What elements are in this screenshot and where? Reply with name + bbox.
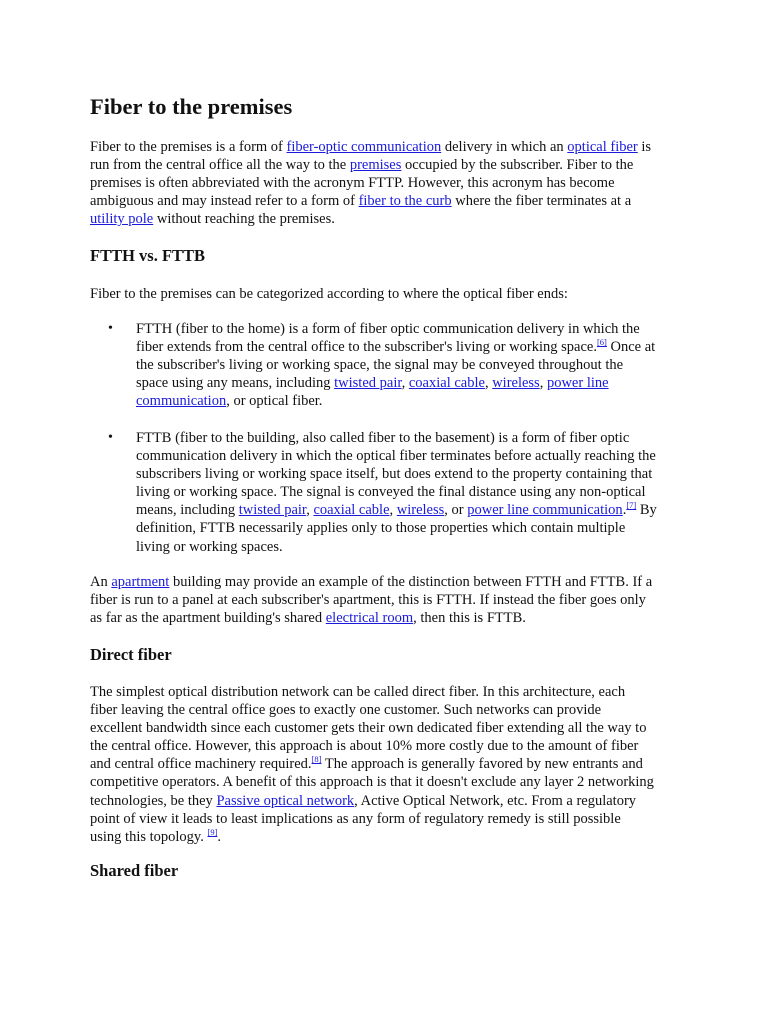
citation-7[interactable]: [7] bbox=[626, 500, 637, 511]
text-line: living or working space. The signal is conveyed the final distance using any non-optical bbox=[136, 484, 646, 501]
text-line: fiber is run to a panel at each subscriber's apartment, this is FTTH. If instead the fiber goes only bbox=[90, 592, 646, 609]
citation-8[interactable]: [8] bbox=[311, 754, 322, 765]
link-fiber-optic-communication[interactable]: fiber-optic communication bbox=[286, 139, 442, 155]
text-line: FTTB (fiber to the building, also called fiber to the basement) is a form of fiber optic bbox=[136, 430, 630, 446]
text-line: fiber extends from the central office to the subscriber's living or working space.[6] Once at bbox=[136, 337, 656, 356]
link-apartment[interactable]: apartment bbox=[111, 574, 170, 590]
link-twisted-pair[interactable]: twisted pair bbox=[238, 502, 307, 519]
link-premises[interactable]: premises bbox=[349, 157, 402, 174]
text-line: subscribers living or working space itself, but does extend to the property containing that bbox=[136, 466, 653, 483]
citation-9[interactable]: [9] bbox=[207, 826, 218, 837]
link-coaxial-cable[interactable]: coaxial cable bbox=[408, 375, 485, 392]
bullet-icon: • bbox=[108, 430, 113, 445]
text-line: the central office. However, this approach is about 10% more costly due to the amount of fiber bbox=[90, 738, 639, 755]
text-line: utility pole without reaching the premises. bbox=[90, 211, 335, 228]
link-optical-fiber[interactable]: optical fiber bbox=[567, 139, 638, 155]
text-line: An apartment building may provide an example of the distinction between FTTH and FTTB. If a bbox=[90, 574, 653, 590]
text-line: The simplest optical distribution network can be called direct fiber. In this architecture, each bbox=[90, 684, 626, 700]
text-line: space using any means, including twisted pair, coaxial cable, wireless, power line bbox=[136, 375, 609, 392]
citation-6[interactable]: [6] bbox=[596, 337, 607, 348]
link-wireless[interactable]: wireless bbox=[492, 375, 540, 392]
page-title: Fiber to the premises bbox=[90, 94, 293, 119]
section-heading-shared-fiber: Shared fiber bbox=[90, 861, 179, 880]
intro-paragraph bbox=[90, 138, 680, 228]
link-passive-optical-network[interactable]: Passive optical network bbox=[216, 792, 355, 809]
text-line: Fiber to the premises can be categorized according to where the optical fiber ends: bbox=[90, 286, 568, 302]
bullet-icon: • bbox=[108, 321, 113, 336]
link-power-line-communication[interactable]: power line bbox=[546, 375, 609, 392]
link-power-line-communication[interactable]: power line communication bbox=[467, 502, 623, 519]
text-line: fiber leaving the central office goes to exactly one customer. Such networks can provide bbox=[90, 702, 602, 719]
text-line: as far as the apartment building's shared electrical room, then this is FTTB. bbox=[90, 610, 526, 627]
link-power-line-communication-cont[interactable]: communication bbox=[136, 393, 227, 410]
text-line: run from the central office all the way to the premises occupied by the subscriber. Fiber to the bbox=[90, 157, 634, 174]
text-line: and central office machinery required.[8] The approach is generally favored by new entrants and bbox=[90, 754, 643, 773]
text-line: competitive operators. A benefit of this approach is that it doesn't exclude any layer 2 networking bbox=[90, 774, 654, 791]
categories-paragraph bbox=[90, 285, 680, 303]
text-line: point of view it leads to least implications as any form of regulatory remedy is still possible bbox=[90, 810, 621, 827]
list-item-ftth bbox=[136, 320, 696, 410]
link-coaxial-cable[interactable]: coaxial cable bbox=[313, 502, 390, 519]
text-line: communication, or optical fiber. bbox=[136, 393, 323, 410]
text-line: Fiber to the premises is a form of fiber-optic communication delivery in which an optical fiber is bbox=[90, 139, 652, 155]
text-line: living or working spaces. bbox=[136, 538, 283, 555]
text-line: premises is often abbreviated with the acronym FTTP. However, this acronym has become bbox=[90, 175, 615, 192]
link-twisted-pair[interactable]: twisted pair bbox=[334, 375, 402, 392]
text-line: excellent bandwidth since each customer gets their own dedicated fiber extending all the way to bbox=[90, 720, 647, 737]
text-line: FTTH (fiber to the home) is a form of fiber optic communication delivery in which the bbox=[136, 321, 640, 337]
text-line: the subscriber's living or working space, the signal may be conveyed throughout the bbox=[136, 357, 624, 374]
direct-fiber-paragraph bbox=[90, 683, 680, 846]
list-item-fttb bbox=[136, 429, 696, 556]
text-line: using this topology. [9]. bbox=[90, 826, 222, 845]
link-utility-pole[interactable]: utility pole bbox=[90, 211, 154, 228]
text-line: means, including twisted pair, coaxial cable, wireless, or power line communication.[7] By bbox=[136, 500, 657, 519]
link-electrical-room[interactable]: electrical room bbox=[325, 610, 414, 627]
apartment-paragraph bbox=[90, 573, 680, 627]
section-heading-ftth-vs-fttb: FTTH vs. FTTB bbox=[90, 246, 206, 265]
text-line: communication delivery in which the optical fiber terminates before actually reaching the bbox=[136, 448, 656, 465]
text-line: technologies, be they Passive optical network, Active Optical Network, etc. From a regulatory bbox=[90, 792, 637, 809]
text-line: definition, FTTB necessarily applies only to those properties which contain multiple bbox=[136, 520, 626, 537]
text-line: ambiguous and may instead refer to a form of fiber to the curb where the fiber terminates at a bbox=[90, 193, 632, 210]
section-heading-direct-fiber: Direct fiber bbox=[90, 645, 172, 664]
link-fiber-to-the-curb[interactable]: fiber to the curb bbox=[358, 193, 452, 210]
link-wireless[interactable]: wireless bbox=[396, 502, 445, 519]
